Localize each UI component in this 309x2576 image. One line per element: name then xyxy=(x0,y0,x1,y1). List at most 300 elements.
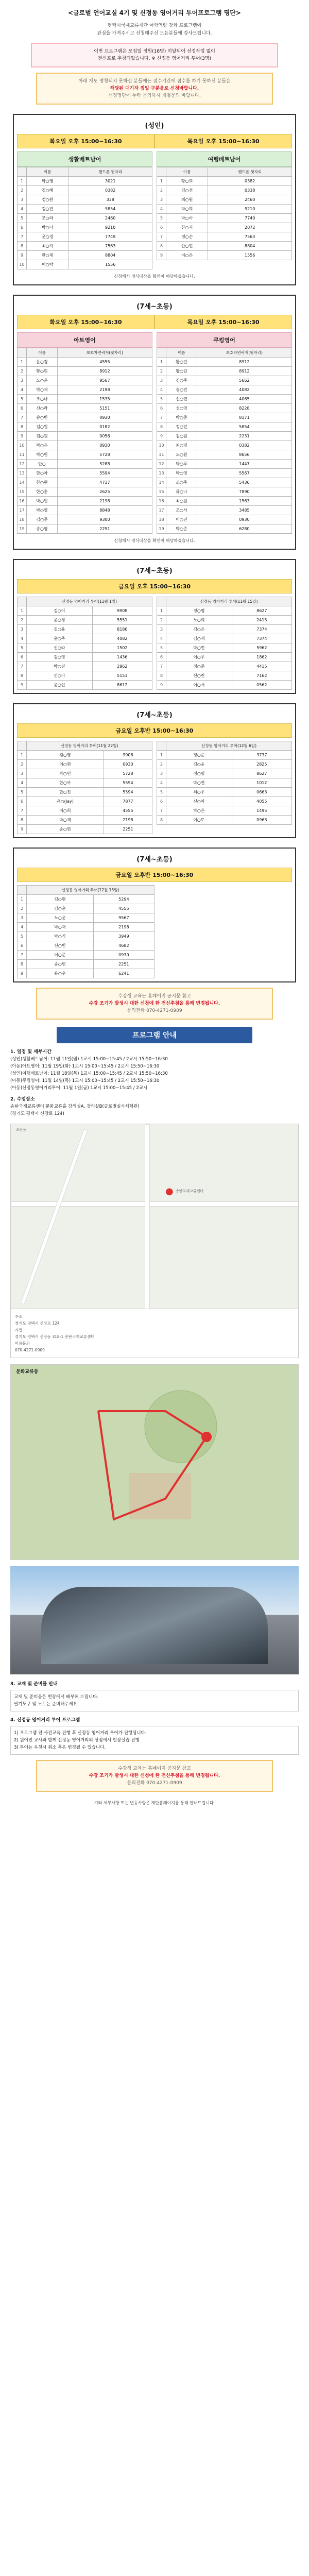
row-number: 3 xyxy=(18,913,27,923)
tour-line: 2) 원어민 교사와 함께 신정동 영어거리의 상점에서 현장실습 진행 xyxy=(14,1738,140,1743)
phone-digits: 1862 xyxy=(232,653,291,662)
student-name: 박○아 xyxy=(166,214,208,223)
row-number: 11 xyxy=(18,450,27,460)
tour-table xyxy=(17,885,154,978)
student-name: 정○순 xyxy=(166,232,208,242)
student-name: 이○우 xyxy=(166,653,232,662)
phone-digits: 0382 xyxy=(208,177,292,186)
student-name: 최○명 xyxy=(166,441,197,450)
phone-digits: 8171 xyxy=(197,413,291,422)
day-header: 금요일 오후반 15:00~16:30 xyxy=(17,868,292,882)
phone-digits: 3949 xyxy=(93,932,154,941)
table-row xyxy=(157,186,292,195)
phone-digits: 4682 xyxy=(93,941,154,951)
tour-table xyxy=(17,597,152,690)
table-header-cell xyxy=(157,597,166,606)
table-row xyxy=(157,177,292,186)
student-name: 박○준 xyxy=(166,524,197,534)
phone-digits: 4555 xyxy=(104,806,152,816)
phone-digits: 2962 xyxy=(92,662,152,671)
student-name: 박○원 xyxy=(27,450,58,460)
row-number: 4 xyxy=(18,385,27,395)
phone-digits: 7877 xyxy=(104,797,152,806)
phone-digits: 6241 xyxy=(93,969,154,978)
row-number: 2 xyxy=(157,367,166,376)
table-header-cell xyxy=(18,348,27,358)
phone-digits: 7374 xyxy=(232,634,291,643)
table-header-cell: 이름 xyxy=(27,348,58,358)
phone-digits: 5594 xyxy=(104,788,152,797)
student-name: 한○아 xyxy=(27,778,104,788)
table-row xyxy=(18,960,154,969)
phone-digits: 9300 xyxy=(57,515,152,524)
student-name: 박○연 xyxy=(166,778,232,788)
student-name: 김○이 xyxy=(27,606,93,616)
row-number: 3 xyxy=(18,195,27,205)
table-header-cell: 이름 xyxy=(166,167,208,177)
table-row xyxy=(157,432,292,441)
phone-digits: 5594 xyxy=(104,778,152,788)
phone-digits: 2198 xyxy=(93,923,154,932)
row-number: 8 xyxy=(157,422,166,432)
student-name: 황○린 xyxy=(166,367,197,376)
table-row xyxy=(18,653,152,662)
schedule-line: (성인)생활베트남어: 11월 11일(월) 1교시 15:00~15:45 / 2교시 15:50~16:30 xyxy=(10,1057,168,1062)
row-number: 18 xyxy=(18,515,27,524)
section-title: (성인) xyxy=(145,122,164,130)
student-name: 윤○주 xyxy=(27,634,93,643)
phone-digits: 5151 xyxy=(57,404,152,413)
map-road xyxy=(21,1129,88,1304)
roster-table xyxy=(17,348,152,534)
phone-digits: 2415 xyxy=(232,616,291,625)
phone-digits: 1436 xyxy=(92,653,152,662)
row-number: 6 xyxy=(157,404,166,413)
row-number: 7 xyxy=(18,806,27,816)
table-row xyxy=(18,367,152,376)
table-row xyxy=(157,634,292,643)
notice-line: 전신프로 추첨되었습니다. ※ 신정동 영어거리 투어(3명) xyxy=(97,56,212,61)
phone-digits: 4555 xyxy=(93,904,154,913)
student-name: 박○빈 xyxy=(27,497,58,506)
phone-digits: 0930 xyxy=(197,515,291,524)
table-header-row xyxy=(157,348,292,358)
table-row xyxy=(18,913,154,923)
student-name: 이○탁 xyxy=(27,260,68,269)
row-number: 9 xyxy=(18,432,27,441)
phone-digits: 8656 xyxy=(197,450,291,460)
footer-text: 기타 세부사항 또는 변동사항은 재단홈페이지를 통해 안내드립니다. xyxy=(94,1801,215,1805)
phone-digits: 0930 xyxy=(93,951,154,960)
table-row xyxy=(18,969,154,978)
phone-digits: 4082 xyxy=(92,634,152,643)
materials-heading: 3. 교재 및 준비물 안내 xyxy=(10,1682,58,1687)
row-number: 3 xyxy=(157,769,166,778)
program-title: 프로그램 안내 xyxy=(57,1027,252,1043)
student-name: 이○희 xyxy=(27,806,104,816)
row-number: 2 xyxy=(18,616,27,625)
day-header: 화요일 오후 15:00~16:30 xyxy=(17,134,154,148)
row-number: 5 xyxy=(18,395,27,404)
row-number: 5 xyxy=(157,214,166,223)
student-name: 김○영 xyxy=(27,751,104,760)
table-row xyxy=(18,358,152,367)
row-number: 8 xyxy=(18,816,27,825)
map-info-label: 주소 xyxy=(15,1314,23,1319)
day-row xyxy=(17,134,292,148)
row-number: 8 xyxy=(157,816,166,825)
table-header-row xyxy=(157,167,292,177)
phone-digits: 1495 xyxy=(232,806,291,816)
phone-digits: 7162 xyxy=(232,671,291,681)
student-name: 정○명 xyxy=(166,606,232,616)
table-row xyxy=(157,395,292,404)
phone-digits: 8804 xyxy=(208,242,292,251)
schedule-line: (성인)여행베트남어: 11월 18일(목) 1교시 15:00~15:45 / 2교시 15:50~16:30 xyxy=(10,1071,168,1076)
table-header-cell: 신정동 영어거리 투어(12월 13일) xyxy=(27,886,154,895)
day-header: 금요일 오후 15:00~16:30 xyxy=(17,579,292,594)
day-row xyxy=(17,723,292,738)
map-info-value: 경기도 평택시 신장동 318-1 송탄국제교류센터 xyxy=(15,1334,95,1339)
student-name: 이○준 xyxy=(27,951,94,960)
phone-digits: 0663 xyxy=(232,788,291,797)
student-name: 최○원 xyxy=(166,195,208,205)
phone-digits: 5854 xyxy=(68,205,152,214)
phone-digits: 0562 xyxy=(232,681,291,690)
table-header-row xyxy=(18,741,152,751)
phone-digits: 1563 xyxy=(197,497,291,506)
student-name: 이○현 xyxy=(27,760,104,769)
row-number: 7 xyxy=(157,662,166,671)
notice-mid-line: 수강 조기가 발생시 대한 신청에 한 전신추첨을 통해 변경됩니다. xyxy=(89,1001,220,1006)
phone-digits: 3021 xyxy=(68,177,152,186)
row-number: 2 xyxy=(18,904,27,913)
table-row xyxy=(18,404,152,413)
phone-digits: 1535 xyxy=(57,395,152,404)
table-row xyxy=(157,487,292,497)
phone-digits: 4555 xyxy=(57,358,152,367)
phone-digits: 5551 xyxy=(92,616,152,625)
table-row xyxy=(157,625,292,634)
day-header: 금요일 오후반 15:00~16:30 xyxy=(17,723,292,738)
table-header-row xyxy=(18,886,154,895)
tour-box xyxy=(10,1726,299,1755)
student-name: 정○원 xyxy=(27,195,68,205)
student-name: 성○영 xyxy=(166,404,197,413)
row-number: 5 xyxy=(157,395,166,404)
student-name: 박○기 xyxy=(27,932,94,941)
tour-section xyxy=(13,559,296,694)
phone-digits: 7749 xyxy=(68,232,152,242)
table-row xyxy=(18,778,152,788)
student-name: 유○(Jay) xyxy=(27,797,104,806)
row-number: 1 xyxy=(18,895,27,904)
tour-sections xyxy=(0,559,309,982)
intro-line: 평택시국제교류재단 어학역량 강화 프로그램에 xyxy=(107,23,202,28)
tour-table xyxy=(157,597,292,690)
table-row xyxy=(18,751,152,760)
student-name: 김○원 xyxy=(166,432,197,441)
table-row xyxy=(157,205,292,214)
student-name: 신○연 xyxy=(166,395,197,404)
phone-digits: 9210 xyxy=(68,223,152,232)
place-text: 송탄국제교류센터 문화교류홀 강의실A, 강의실B(글로벌실사체험관) xyxy=(10,1104,140,1109)
tour-title: (7세~초등) xyxy=(136,567,173,575)
phone-digits: 4415 xyxy=(232,662,291,671)
class-section xyxy=(13,114,296,285)
tour-column xyxy=(157,741,292,834)
student-name: 박○영 xyxy=(166,469,197,478)
phone-digits: 8612 xyxy=(92,681,152,690)
table-row xyxy=(18,643,152,653)
row-number: 9 xyxy=(157,681,166,690)
materials-line: 필기도구 및 노트는 준비해주세요. xyxy=(14,1702,79,1707)
row-number: 19 xyxy=(157,524,166,534)
table-header-row xyxy=(18,348,152,358)
table-row xyxy=(18,816,152,825)
phone-digits: 5728 xyxy=(104,769,152,778)
map-info-value: 경기도 평택시 신장로 124 xyxy=(15,1321,60,1326)
phone-digits: 4065 xyxy=(197,395,291,404)
phone-digits: 0182 xyxy=(57,422,152,432)
table-row xyxy=(157,469,292,478)
map-info-label: 지번 xyxy=(15,1328,23,1332)
row-number: 14 xyxy=(157,478,166,487)
student-name: 박○진 xyxy=(27,662,93,671)
table-row xyxy=(18,662,152,671)
phone-digits: 1556 xyxy=(208,251,292,260)
student-name: 신○빈 xyxy=(27,941,94,951)
phone-digits: 8627 xyxy=(232,769,291,778)
row-number: 5 xyxy=(157,643,166,653)
student-name: 최○우 xyxy=(166,788,232,797)
student-name: 김○준 xyxy=(27,515,58,524)
row-number: 8 xyxy=(18,242,27,251)
row-number: 9 xyxy=(157,251,166,260)
table-header-row xyxy=(18,167,152,177)
row-number: 7 xyxy=(157,413,166,422)
phone-digits: 7890 xyxy=(197,487,291,497)
class-columns xyxy=(17,151,292,269)
row-number: 7 xyxy=(18,662,27,671)
tour-column xyxy=(17,885,154,978)
table-row xyxy=(157,788,292,797)
table-row xyxy=(157,376,292,385)
row-number: 14 xyxy=(18,478,27,487)
row-number: 3 xyxy=(18,376,27,385)
student-name: 송○린 xyxy=(166,385,197,395)
row-number: 2 xyxy=(18,186,27,195)
table-header-row xyxy=(157,741,292,751)
table-row xyxy=(18,616,152,625)
phone-digits: 0056 xyxy=(57,432,152,441)
location-map[interactable] xyxy=(10,1124,299,1309)
phone-digits: 8912 xyxy=(197,358,291,367)
student-name: 신○라 xyxy=(27,643,93,653)
phone-digits: 8848 xyxy=(57,506,152,515)
table-header-cell xyxy=(157,167,166,177)
student-name: 김○은 xyxy=(166,625,232,634)
row-number: 6 xyxy=(18,404,27,413)
notice-end-line: 수강 조기가 발생시 대한 신청에 한 전신추첨을 통해 변경됩니다. xyxy=(89,1773,220,1778)
row-number: 4 xyxy=(18,923,27,932)
student-name: 조○서 xyxy=(166,506,197,515)
student-name: 박○희 xyxy=(166,205,208,214)
phone-digits: 8627 xyxy=(232,606,291,616)
row-number: 19 xyxy=(18,524,27,534)
notice-mid-line: 문의전화 070-4271-0909 xyxy=(127,1008,182,1013)
student-name: 신○린 xyxy=(166,671,232,681)
table-row xyxy=(157,606,292,616)
row-number: 12 xyxy=(157,460,166,469)
table-row xyxy=(157,671,292,681)
map-label: 송탄국제교류센터 xyxy=(176,1189,204,1193)
student-name: 김○영 xyxy=(27,653,93,662)
table-row xyxy=(157,242,292,251)
phone-digits: 5436 xyxy=(197,478,291,487)
table-row xyxy=(18,450,152,460)
campus-label: 문화교류동 xyxy=(16,1369,39,1375)
row-number: 2 xyxy=(157,760,166,769)
table-row xyxy=(18,441,152,450)
class-name: 쿠킹영어 xyxy=(157,332,292,348)
tour-columns xyxy=(17,741,292,834)
student-name: 노○윤 xyxy=(27,913,94,923)
phone-digits: 0930 xyxy=(57,441,152,450)
table-row xyxy=(157,367,292,376)
row-number: 9 xyxy=(18,825,27,834)
phone-digits: 5594 xyxy=(57,469,152,478)
class-column xyxy=(157,151,292,269)
row-number: 9 xyxy=(18,251,27,260)
student-name: 송○영 xyxy=(27,524,58,534)
table-header-cell: 보호자연락처(뒷자리) xyxy=(57,348,152,358)
roster-table xyxy=(17,167,152,269)
student-name: 박○은 xyxy=(27,441,58,450)
student-name: 이○서 xyxy=(166,681,232,690)
row-number: 1 xyxy=(18,606,27,616)
phone-digits: 0963 xyxy=(232,816,291,825)
student-name: 김○선 xyxy=(166,186,208,195)
phone-digits: 5962 xyxy=(232,643,291,653)
student-name: 노○윤 xyxy=(27,376,58,385)
table-header-cell xyxy=(18,886,27,895)
student-name: 정○준 xyxy=(166,751,232,760)
row-number: 6 xyxy=(18,941,27,951)
phone-digits: 5662 xyxy=(197,376,291,385)
row-number: 6 xyxy=(157,797,166,806)
table-row xyxy=(18,895,154,904)
map-info-value: 070-4271-0909 xyxy=(15,1348,45,1352)
table-row xyxy=(18,606,152,616)
student-name: 김○진 xyxy=(27,205,68,214)
student-name: 박○영 xyxy=(27,177,68,186)
table-header-cell: 보호자연락처(뒷자리) xyxy=(197,348,291,358)
program-info xyxy=(10,1048,299,1117)
table-row xyxy=(157,460,292,469)
table-header-cell: 신정동 영어거리 투어(11월 22일) xyxy=(27,741,152,751)
table-row xyxy=(18,205,152,214)
table-row xyxy=(157,195,292,205)
row-number: 4 xyxy=(157,634,166,643)
phone-digits: 8912 xyxy=(57,367,152,376)
tour-section xyxy=(13,848,296,982)
student-name: 윤○인 xyxy=(27,681,93,690)
table-row xyxy=(157,751,292,760)
table-row xyxy=(18,634,152,643)
student-name: 윤○경 xyxy=(27,616,93,625)
notice-box xyxy=(31,43,278,67)
row-number: 18 xyxy=(157,515,166,524)
student-name: 조○나 xyxy=(27,395,58,404)
student-name: 황○희 xyxy=(166,177,208,186)
class-column xyxy=(17,332,152,534)
row-number: 11 xyxy=(157,450,166,460)
map-road xyxy=(145,1124,150,1309)
row-number: 4 xyxy=(157,778,166,788)
row-number: 5 xyxy=(18,932,27,941)
class-name: 여행베트남어 xyxy=(157,151,292,167)
phone-digits: 0930 xyxy=(57,413,152,422)
row-number: 6 xyxy=(157,223,166,232)
table-row xyxy=(18,904,154,913)
tour-column xyxy=(17,741,152,834)
phone-digits: 9567 xyxy=(57,376,152,385)
student-name: 안○ xyxy=(27,460,58,469)
tour-title: (7세~초등) xyxy=(136,856,173,863)
table-row xyxy=(157,214,292,223)
row-number: 1 xyxy=(157,358,166,367)
phone-digits: 7563 xyxy=(208,232,292,242)
tour-heading: 4. 신정동 영어거리 투어 프로그램 xyxy=(10,1718,80,1723)
tour-table xyxy=(157,741,292,825)
row-number: 1 xyxy=(157,751,166,760)
student-name: 이○은 xyxy=(166,251,208,260)
steps-info xyxy=(10,1681,299,1755)
row-number: 1 xyxy=(18,177,27,186)
row-number: 8 xyxy=(18,422,27,432)
row-number: 8 xyxy=(157,671,166,681)
row-number: 10 xyxy=(18,260,27,269)
phone-digits: 4717 xyxy=(57,478,152,487)
phone-digits: 2198 xyxy=(57,385,152,395)
table-row xyxy=(18,941,154,951)
page-title: <글로벌 언어교실 4기 및 신정동 영어거리 투어프로그램 명단> xyxy=(68,9,241,16)
row-number: 16 xyxy=(157,497,166,506)
notice-sub-box xyxy=(36,73,273,105)
table-row xyxy=(18,760,152,769)
table-row xyxy=(157,422,292,432)
tour-section xyxy=(13,703,296,838)
phone-digits: 1556 xyxy=(68,260,152,269)
map-label: 오산동 xyxy=(16,1128,27,1132)
map-road xyxy=(11,1201,299,1207)
table-row xyxy=(18,186,152,195)
notice-sub-line: 해당된 대기자 접일 구분을로 신청바랍니다. xyxy=(110,86,199,91)
class-name: 아트영어 xyxy=(17,332,152,348)
table-row xyxy=(18,951,154,960)
phone-digits: 2198 xyxy=(57,497,152,506)
student-name: 김○주 xyxy=(166,376,197,385)
row-number: 1 xyxy=(18,358,27,367)
phone-digits: 2072 xyxy=(208,223,292,232)
row-number: 7 xyxy=(18,232,27,242)
student-name: 유○우 xyxy=(27,969,94,978)
phone-digits: 8804 xyxy=(68,251,152,260)
building-photo xyxy=(10,1566,299,1674)
phone-digits: 5728 xyxy=(57,450,152,460)
table-row xyxy=(157,497,292,506)
